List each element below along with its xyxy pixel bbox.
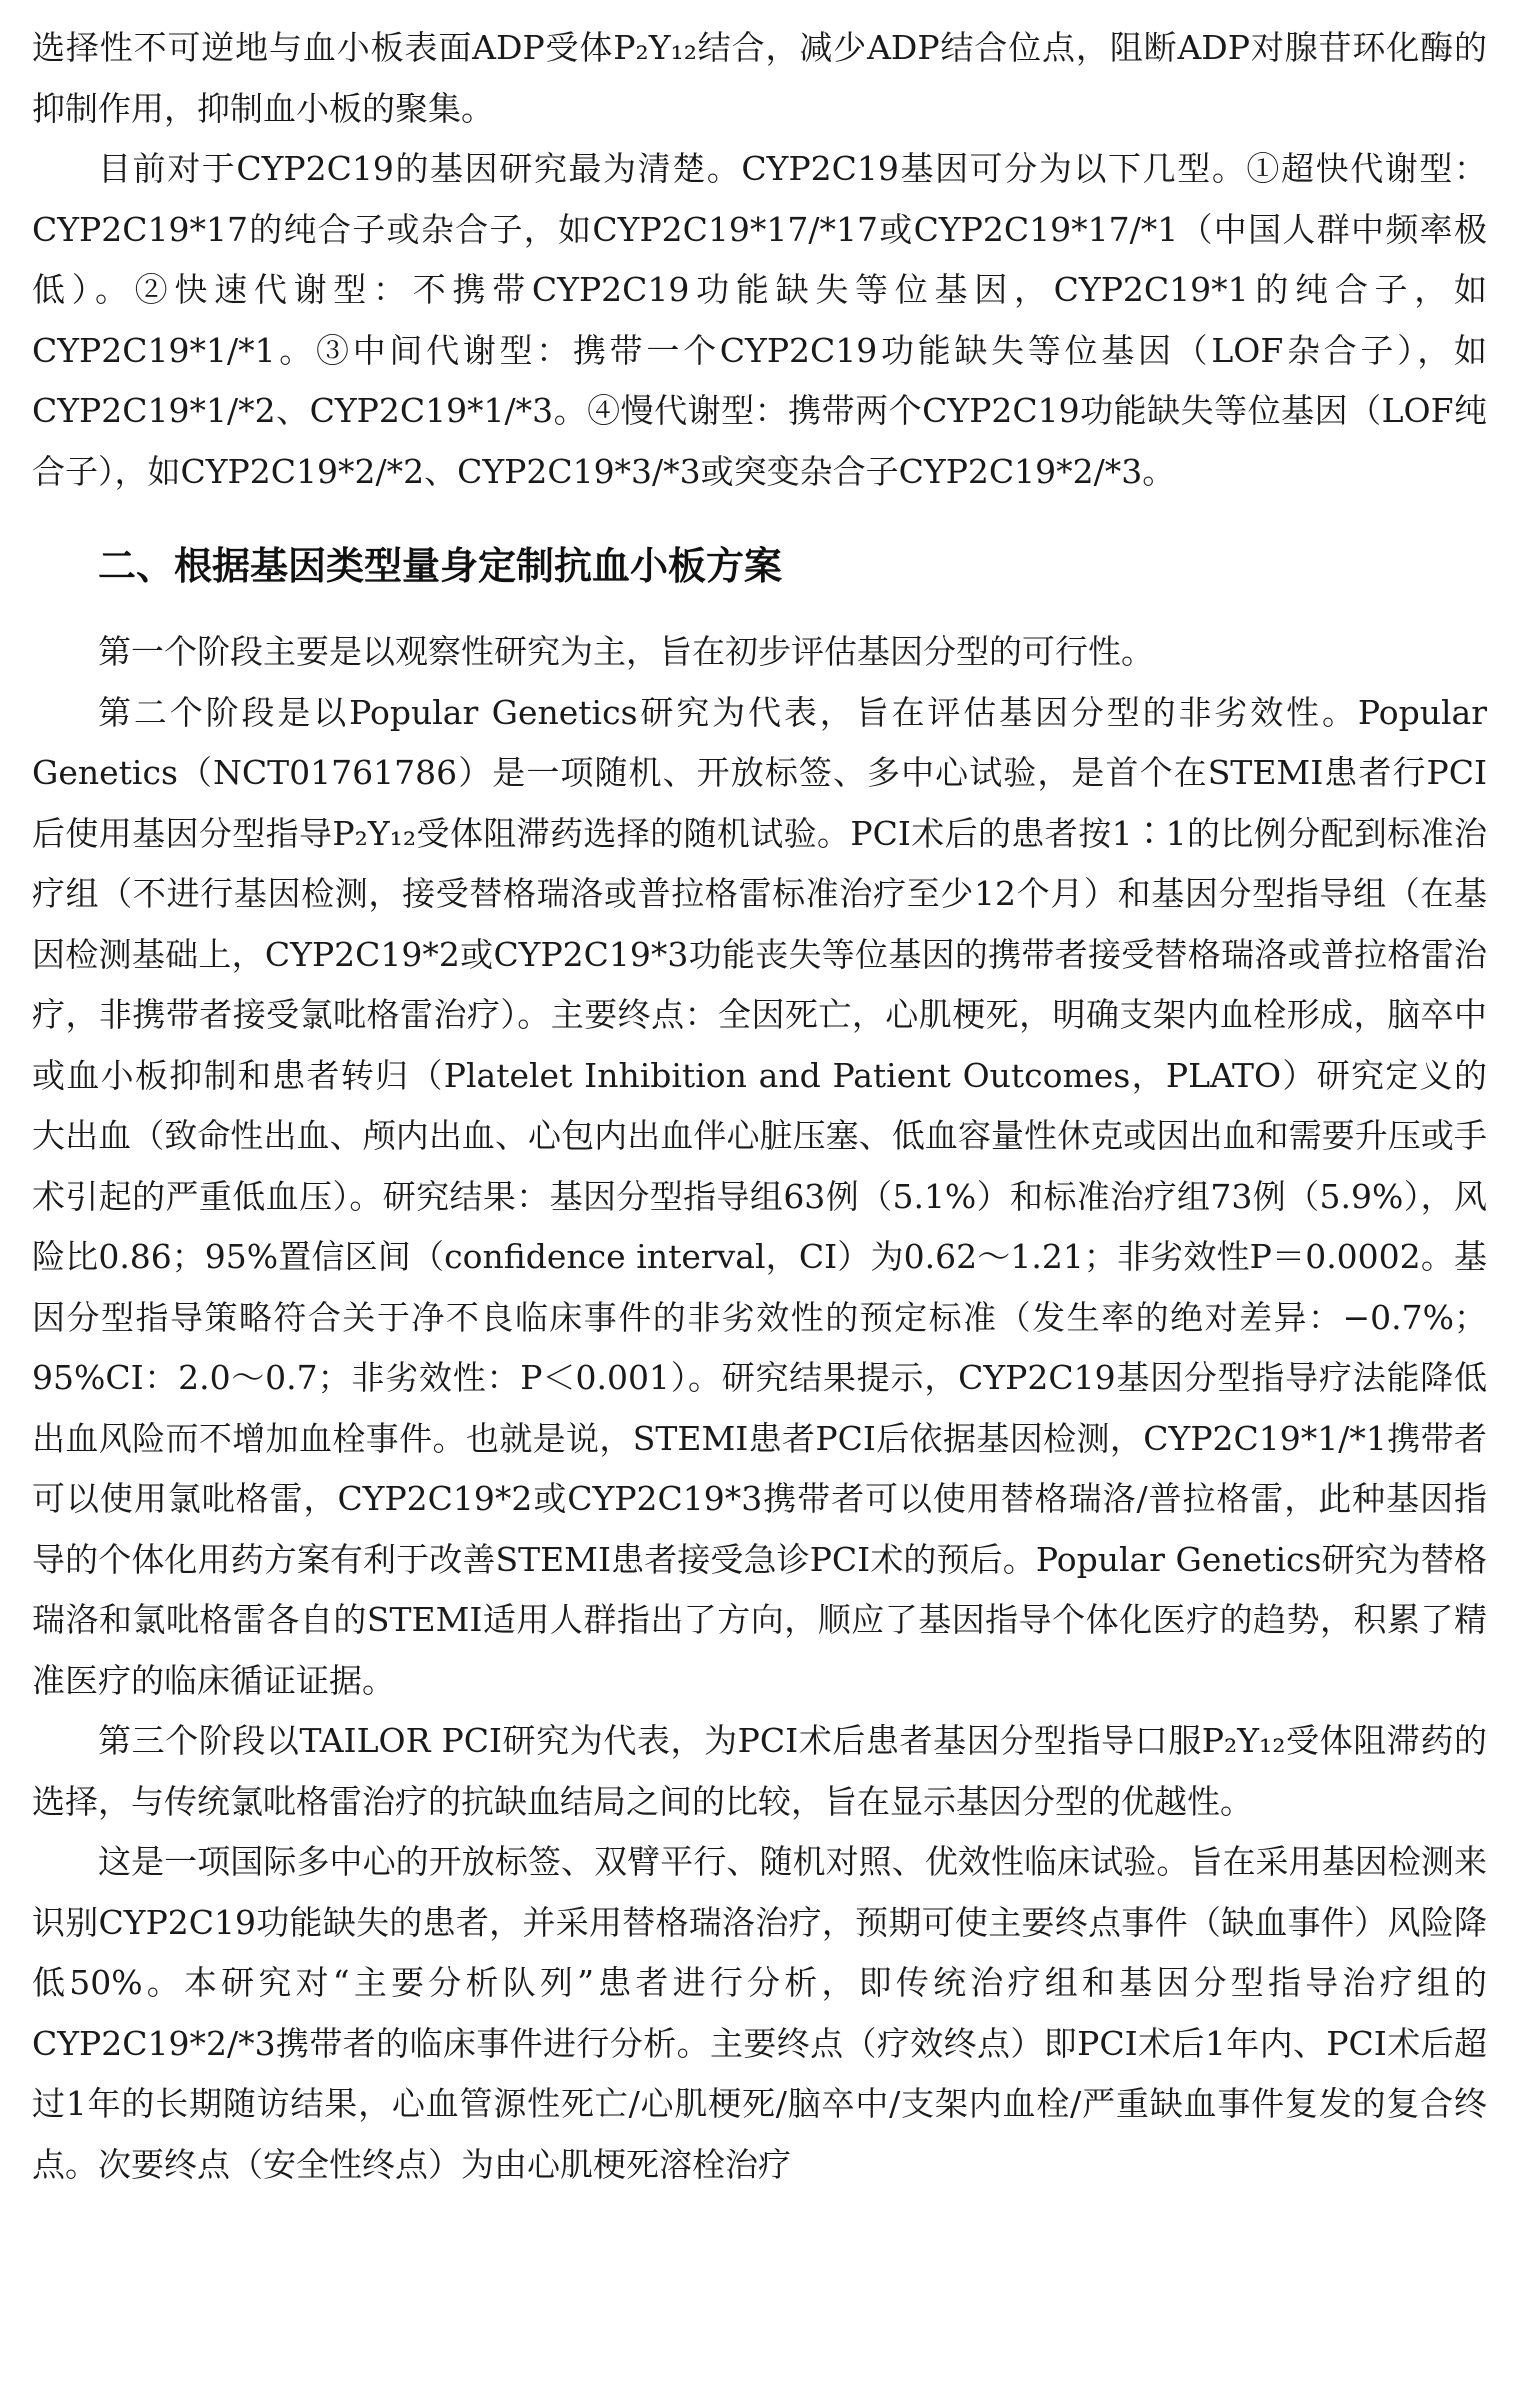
paragraph-stage-two: 第二个阶段是以Popular Genetics研究为代表，旨在评估基因分型的非劣效性。Popular Genetics（NCT01761786）是一项随机、开放标签、多中心试验，是首个在STEMI患者行PCI后使用基因分型指导P₂Y₁₂受体阻滞药选择的随机试验。PCI术后的患者按1∶1的比例分配到标准治疗组（不进行基因检测，接受替格瑞洛或普拉格雷标准治疗至少12个月）和基因分型指导组（在基因检测基础上，CYP2C19*2或CYP2C19*3功能丧失等位基因的携带者接受替格瑞洛或普拉格雷治疗，非携带者接受氯吡格雷治疗）。主要终点：全因死亡，心肌梗死，明确支架内血栓形成，脑卒中或血小板抑制和患者转归（Platelet Inhibition and Patient Outcomes，PLATO）研究定义的大出血（致命性出血、颅内出血、心包内出血伴心脏压塞、低血容量性休克或因出血和需要升压或手术引起的严重低血压）。研究结果：基因分型指导组63例（5.1%）和标准治疗组73例（5.9%），风险比0.86；95%置信区间（confidence interval，CI）为0.62～1.21；非劣效性P＝0.0002。基因分型指导策略符合关于净不良临床事件的非劣效性的预定标准（发生率的绝对差异：−0.7%；95%CI：2.0～0.7；非劣效性：P＜0.001）。研究结果提示，CYP2C19基因分型指导疗法能降低出血风险而不增加血栓事件。也就是说，STEMI患者PCI后依据基因检测，CYP2C19*1/*1携带者可以使用氯吡格雷，CYP2C19*2或CYP2C19*3携带者可以使用替格瑞洛/普拉格雷，此种基因指导的个体化用药方案有利于改善STEMI患者接受急诊PCI术的预后。Popular Genetics研究为替格瑞洛和氯吡格雷各自的STEMI适用人群指出了方向，顺应了基因指导个体化医疗的趋势，积累了精准医疗的临床循证证据。 [32,692,1487,1700]
paragraph-stage-three: 第三个阶段以TAILOR PCI研究为代表，为PCI术后患者基因分型指导口服P₂Y₁₂受体阻滞药的选择，与传统氯吡格雷治疗的抗缺血结局之间的比较，旨在显示基因分型的优越性。 [32,1721,1487,1821]
document-page [32,18,1487,2195]
paragraph-tailor-pci: 这是一项国际多中心的开放标签、双臂平行、随机对照、优效性临床试验。旨在采用基因检测来识别CYP2C19功能缺失的患者，并采用替格瑞洛治疗，预期可使主要终点事件（缺血事件）风险降低50%。本研究对“主要分析队列”患者进行分析，即传统治疗组和基因分型指导治疗组的CYP2C19*2/*3携带者的临床事件进行分析。主要终点（疗效终点）即PCI术后1年内、PCI术后超过1年的长期随访结果，心血管源性死亡/心肌梗死/脑卒中/支架内血栓/严重缺血事件复发的复合终点。次要终点（安全性终点）为由心肌梗死溶栓治疗 [32,1842,1487,2184]
paragraph-continuation: 选择性不可逆地与血小板表面ADP受体P₂Y₁₂结合，减少ADP结合位点，阻断ADP对腺苷环化酶的抑制作用，抑制血小板的聚集。 [32,28,1487,128]
section-heading: 二、根据基因类型量身定制抗血小板方案 [98,544,783,588]
paragraph-cyp2c19-types: 目前对于CYP2C19的基因研究最为清楚。CYP2C19基因可分为以下几型。①超快代谢型：CYP2C19*17的纯合子或杂合子，如CYP2C19*17/*17或CYP2C19*17/*1（中国人群中频率极低）。②快速代谢型：不携带CYP2C19功能缺失等位基因，CYP2C19*1的纯合子，如CYP2C19*1/*1。③中间代谢型：携带一个CYP2C19功能缺失等位基因（LOF杂合子），如CYP2C19*1/*2、CYP2C19*1/*3。④慢代谢型：携带两个CYP2C19功能缺失等位基因（LOF纯合子），如CYP2C19*2/*2、CYP2C19*3/*3或突变杂合子CYP2C19*2/*3。 [32,149,1487,491]
paragraph-stage-one: 第一个阶段主要是以观察性研究为主，旨在初步评估基因分型的可行性。 [98,632,1154,671]
